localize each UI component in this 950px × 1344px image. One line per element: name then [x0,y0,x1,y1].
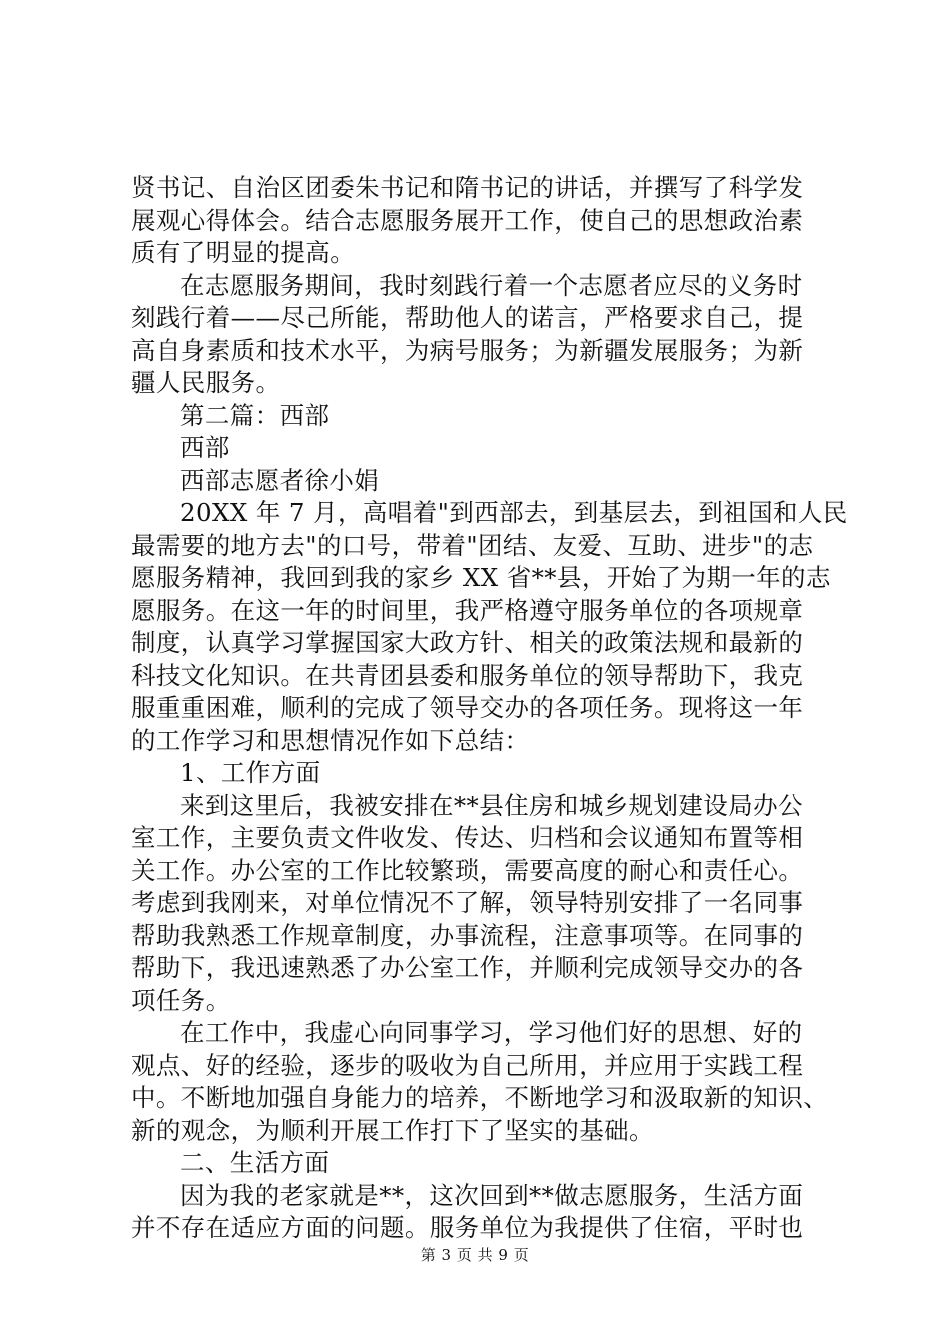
text-line: 观点、好的经验，逐步的吸收为自己所用，并应用于实践工程 [131,1050,804,1080]
document-body [131,172,848,1245]
text-line: 科技文化知识。在共青团县委和服务单位的领导帮助下，我克 [131,660,804,690]
text-line: 关工作。办公室的工作比较繁琐，需要高度的耐心和责任心。 [131,855,804,885]
text-line: 西部 [180,433,230,462]
text-line: 中。不断地加强自身能力的培养，不断地学习和汲取新的知识、 [131,1083,829,1112]
text-line: 考虑到我刚来，对单位情况不了解，领导特别安排了一名同事 [131,888,804,917]
text-line: 疆人民服务。 [131,368,281,397]
text-line: 因为我的老家就是**，这次回到**做志愿服务，生活方面 [180,1180,804,1210]
text-line: 西部志愿者徐小娟 [180,465,380,495]
text-line: 刻践行着——尽己所能，帮助他人的诺言，严格要求自己，提 [131,303,804,332]
text-line: 并不存在适应方面的问题。服务单位为我提供了住宿，平时也 [131,1213,804,1242]
page-footer: 第 3 页 共 9 页 [420,1246,530,1264]
text-line: 新的观念，为顺利开展工作打下了坚实的基础。 [131,1115,654,1145]
text-line: 贤书记、自治区团委朱书记和隋书记的讲话，并撰写了科学发 [131,173,804,202]
text-line: 最需要的地方去"的口号，带着"团结、友爱、互助、进步"的志 [131,530,814,560]
text-line: 质有了明显的提高。 [131,238,356,267]
text-line: 20XX 年 7 月，高唱着"到西部去，到基层去，到祖国和人民 [180,498,848,527]
text-line: 展观心得体会。结合志愿服务展开工作，使自己的思想政治素 [131,205,804,235]
text-line: 项任务。 [131,985,231,1015]
text-line: 二、生活方面 [180,1148,330,1177]
text-line: 愿服务精神，我回到我的家乡 XX 省**县，开始了为期一年的志 [131,563,831,592]
text-line: 高自身素质和技术水平，为病号服务；为新疆发展服务；为新 [131,335,804,365]
text-line: 服重重困难，顺利的完成了领导交办的各项任务。现将这一年 [131,693,804,722]
text-line: 在工作中，我虚心向同事学习，学习他们好的思想、好的 [180,1018,803,1047]
text-line: 来到这里后，我被安排在**县住房和城乡规划建设局办公 [180,790,803,820]
text-line: 1、工作方面 [180,758,321,787]
text-line: 第二篇：西部 [180,400,330,430]
text-line: 帮助下，我迅速熟悉了办公室工作，并顺利完成领导交办的各 [131,953,804,982]
text-line: 的工作学习和思想情况作如下总结： [131,725,530,755]
text-line: 帮助我熟悉工作规章制度，办事流程，注意事项等。在同事的 [131,920,804,950]
text-line: 愿服务。在这一年的时间里，我严格遵守服务单位的各项规章 [131,595,804,625]
text-line: 在志愿服务期间，我时刻践行着一个志愿者应尽的义务时 [180,270,803,300]
text-line: 制度，认真学习掌握国家大政方针、相关的政策法规和最新的 [131,628,804,657]
text-line: 室工作，主要负责文件收发、传达、归档和会议通知布置等相 [131,823,804,852]
